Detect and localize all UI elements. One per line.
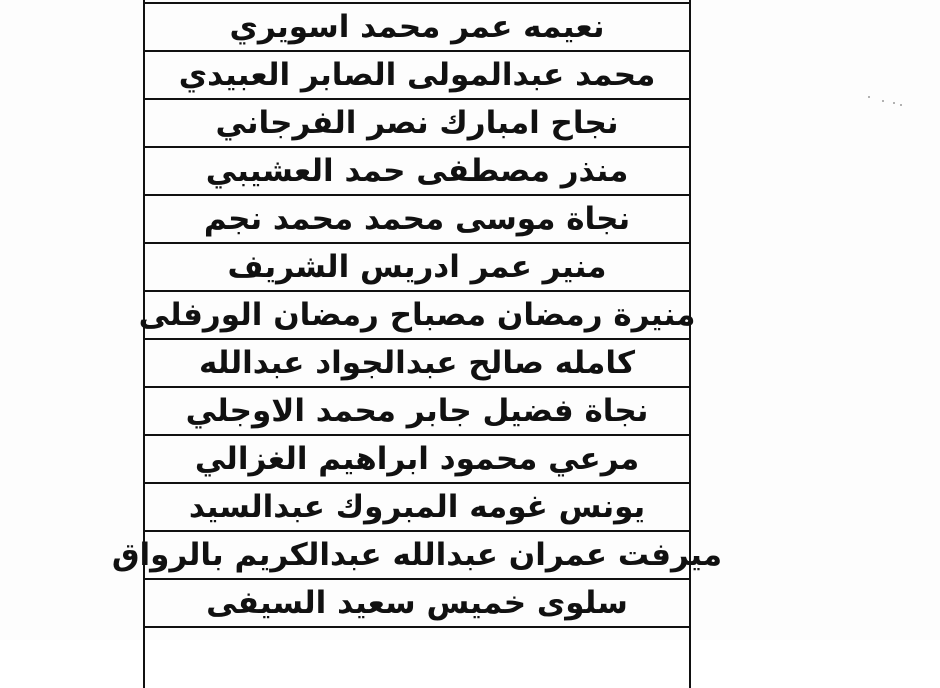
table-row-partial-bottom	[145, 628, 689, 688]
scan-speck	[868, 96, 870, 98]
table-row: سلوى خميس سعيد السيفى	[145, 580, 689, 628]
scan-speck	[882, 100, 884, 102]
scan-speck	[900, 104, 902, 106]
table-row: منذر مصطفى حمد العشيبي	[145, 148, 689, 196]
scan-speck	[893, 102, 895, 104]
table-row: ميرفت عمران عبدالله عبدالكريم بالرواق	[145, 532, 689, 580]
table-row: نجاح امبارك نصر الفرجاني	[145, 100, 689, 148]
table-row: كامله صالح عبدالجواد عبدالله	[145, 340, 689, 388]
table-row: منيرة رمضان مصباح رمضان الورفلى	[145, 292, 689, 340]
table-row: نجاة فضيل جابر محمد الاوجلي	[145, 388, 689, 436]
table-row: مرعي محمود ابراهيم الغزالي	[145, 436, 689, 484]
table-row: محمد عبدالمولى الصابر العبيدي	[145, 52, 689, 100]
table-row: نعيمه عمر محمد اسويري	[145, 4, 689, 52]
names-table	[111, 0, 723, 688]
table-row: نجاة موسى محمد محمد نجم	[145, 196, 689, 244]
table-row: يونس غومه المبروك عبدالسيد	[145, 484, 689, 532]
table-row: منير عمر ادريس الشريف	[145, 244, 689, 292]
